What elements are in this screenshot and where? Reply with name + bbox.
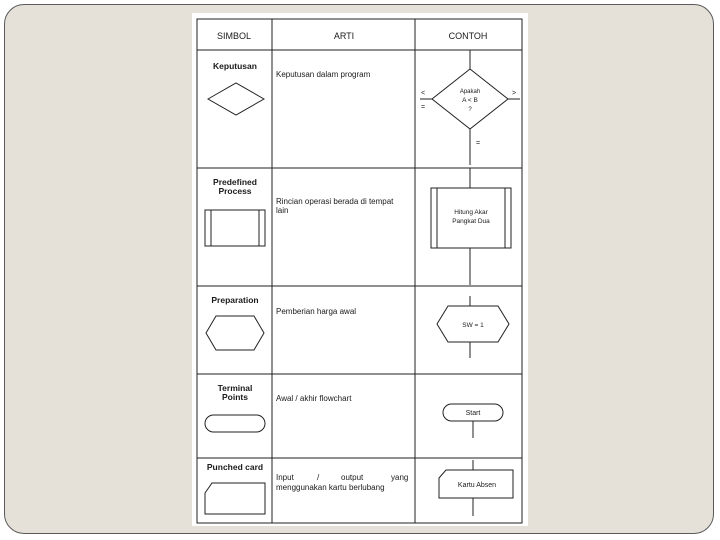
punched-card-example [439,460,513,516]
punched-card-symbol [205,483,265,514]
simbol-punched-card-label: Punched card [206,462,264,472]
svg-text:=: = [476,140,481,147]
header-simbol: SIMBOL [216,31,252,41]
terminal-example [443,404,503,438]
arti-terminal: Awal / akhir flowchart [276,394,352,403]
preparation-example [437,296,509,358]
svg-text:Apakah: Apakah [459,89,481,95]
header-arti: ARTI [333,31,355,41]
svg-text:menggunakan kartu berlubang: menggunakan kartu berlubang [276,483,385,492]
svg-text:/: / [317,473,320,482]
arti-predefined-2: lain [276,206,289,215]
decision-symbol [208,83,264,115]
svg-text:Input: Input [276,473,294,482]
arti-keputusan: Keputusan dalam program [276,70,371,79]
predefined-process-example [431,168,511,285]
svg-text:?: ? [468,107,472,113]
simbol-terminal-label-2: Points [222,392,248,402]
simbol-terminal-label-1: Terminal [217,383,253,393]
arti-predefined-1: Rincian operasi berada di tempat [276,197,394,206]
decision-example [420,50,520,165]
preparation-symbol [206,316,264,350]
svg-text:yang: yang [391,473,409,482]
svg-text:>: > [512,90,517,97]
predefined-process-symbol [205,210,265,246]
header-contoh: CONTOH [448,31,488,41]
svg-text:output: output [341,473,364,482]
svg-text:A < B: A < B [462,97,478,104]
terminal-symbol [205,415,265,432]
svg-text:SW = 1: SW = 1 [462,322,484,329]
svg-text:Hitung Akar: Hitung Akar [454,209,488,216]
simbol-predefined-label-1: Predefined [213,177,257,187]
arti-punched-card [276,473,408,492]
simbol-keputusan-label: Keputusan [213,61,257,71]
flowchart-symbol-table [192,13,528,526]
svg-text:=: = [421,104,426,111]
simbol-preparation-label: Preparation [211,295,259,305]
simbol-predefined-label-2: Process [218,186,252,196]
svg-text:Pangkat Dua: Pangkat Dua [452,218,490,225]
svg-text:<: < [421,90,426,97]
svg-text:Kartu Absen: Kartu Absen [457,482,497,489]
arti-preparation: Pemberian harga awal [276,307,357,316]
svg-text:Start: Start [465,410,481,417]
